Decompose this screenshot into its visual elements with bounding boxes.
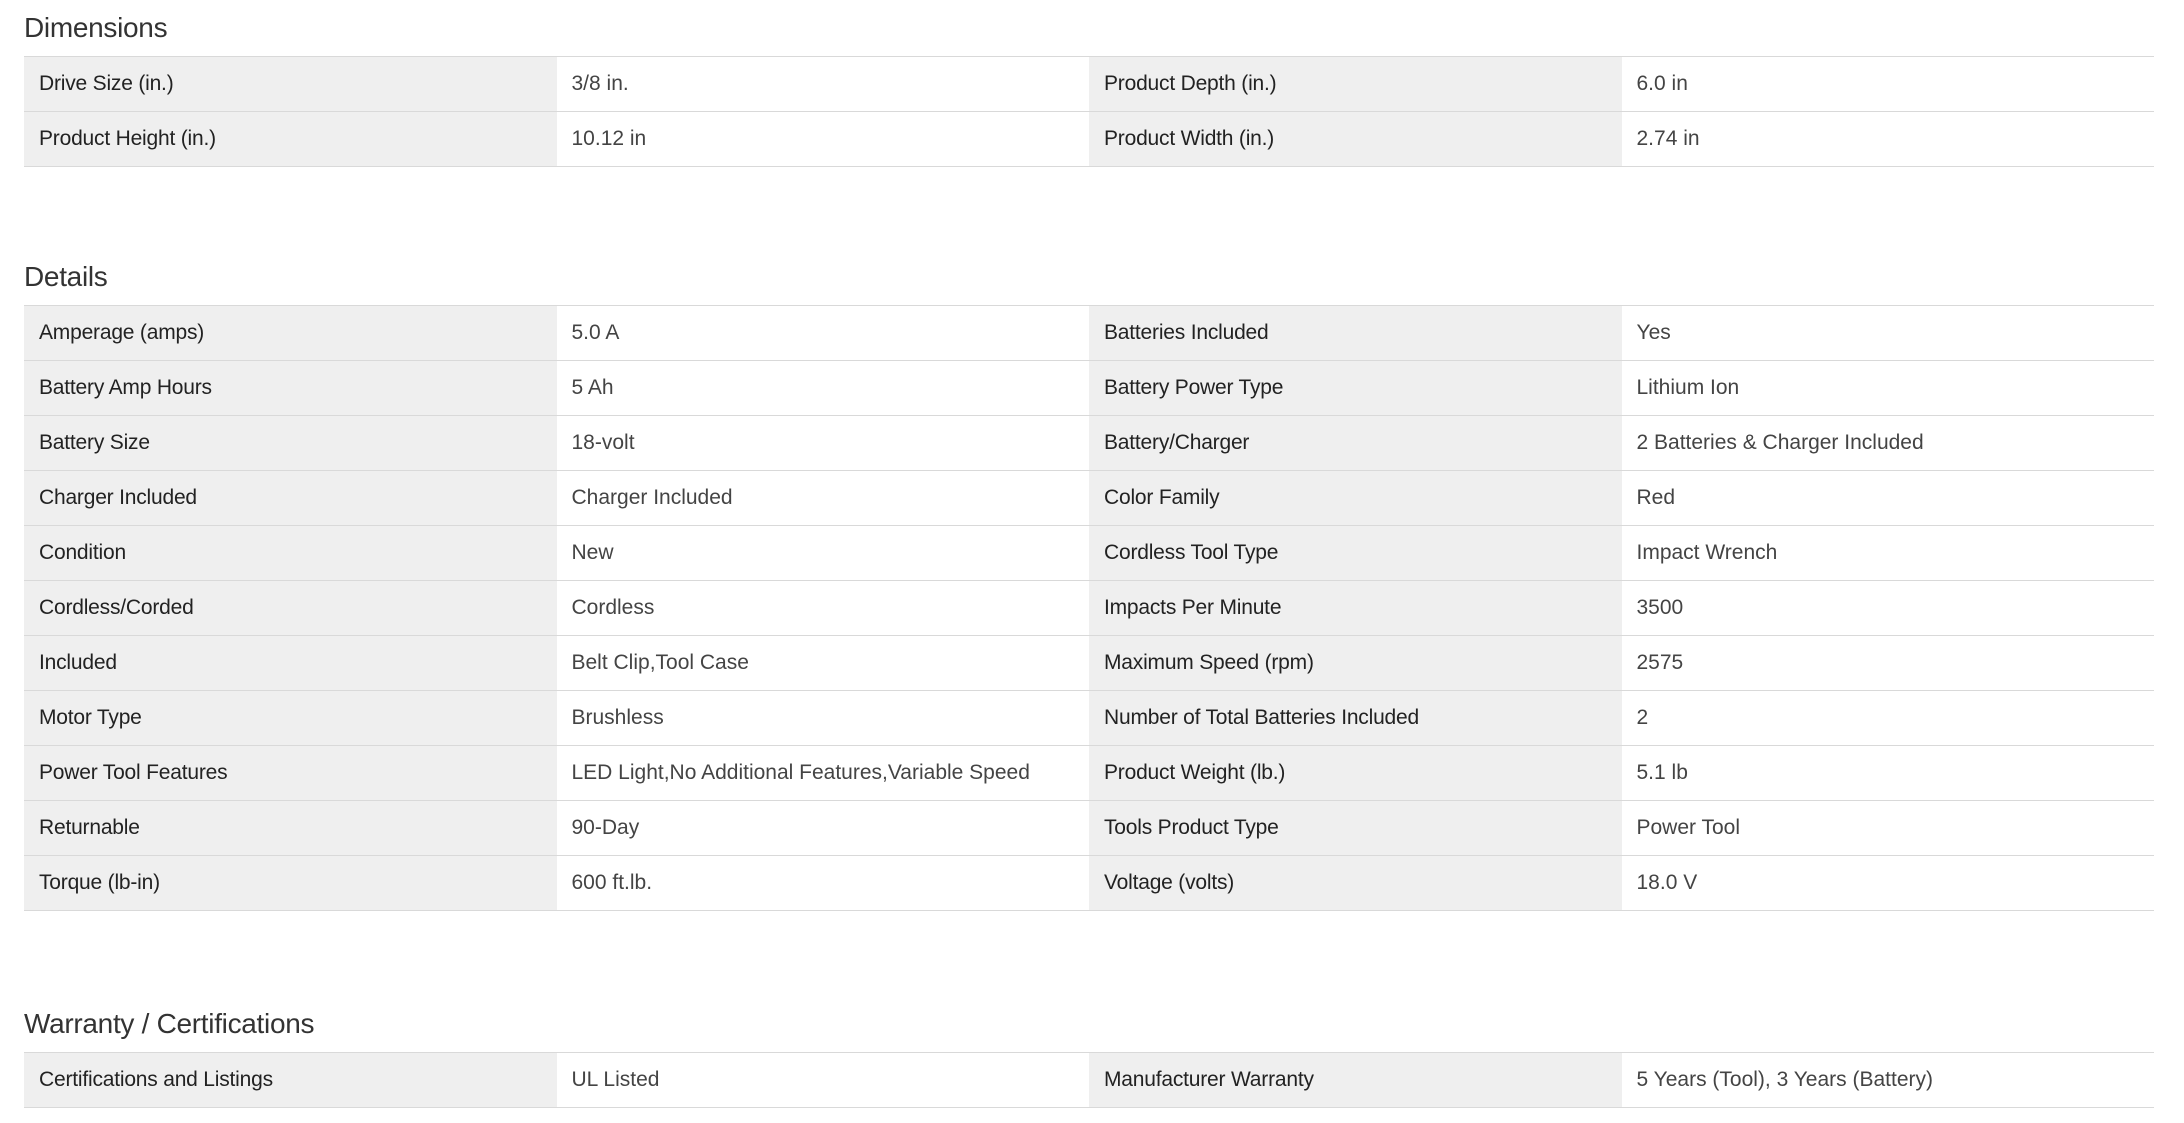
spec-label: Manufacturer Warranty <box>1089 1053 1622 1107</box>
section-title: Warranty / Certifications <box>24 1008 315 1039</box>
spec-row <box>24 471 2154 526</box>
spec-row <box>24 361 2154 416</box>
details-section <box>24 249 2154 911</box>
spec-label: Maximum Speed (rpm) <box>1089 636 1622 690</box>
spec-label: Torque (lb-in) <box>24 856 557 910</box>
spec-row <box>24 306 2154 361</box>
spec-label: Amperage (amps) <box>24 306 557 360</box>
section-title: Dimensions <box>24 12 168 43</box>
spec-value: 5.1 lb <box>1622 746 2155 800</box>
spec-value: Charger Included <box>557 471 1090 525</box>
warranty-spec-table <box>24 1052 2154 1108</box>
spec-value: 2.74 in <box>1622 112 2155 166</box>
spec-value: Cordless <box>557 581 1090 635</box>
spec-value: 2 <box>1622 691 2155 745</box>
spec-label: Product Height (in.) <box>24 112 557 166</box>
spec-value: Red <box>1622 471 2155 525</box>
spec-row <box>24 746 2154 801</box>
spec-label: Cordless Tool Type <box>1089 526 1622 580</box>
spec-label: Included <box>24 636 557 690</box>
spec-label: Returnable <box>24 801 557 855</box>
spec-label: Battery Amp Hours <box>24 361 557 415</box>
spec-label: Number of Total Batteries Included <box>1089 691 1622 745</box>
spec-label: Power Tool Features <box>24 746 557 800</box>
spec-value: Power Tool <box>1622 801 2155 855</box>
spec-value: Brushless <box>557 691 1090 745</box>
spec-value: 3/8 in. <box>557 57 1090 111</box>
spec-label: Batteries Included <box>1089 306 1622 360</box>
spec-value: Impact Wrench <box>1622 526 2155 580</box>
spec-value: Lithium Ion <box>1622 361 2155 415</box>
spec-value: New <box>557 526 1090 580</box>
spec-label: Impacts Per Minute <box>1089 581 1622 635</box>
spec-label: Cordless/Corded <box>24 581 557 635</box>
spec-row <box>24 57 2154 112</box>
spec-row <box>24 112 2154 167</box>
spec-label: Color Family <box>1089 471 1622 525</box>
warranty-section <box>24 996 2154 1108</box>
spec-value: 5.0 A <box>557 306 1090 360</box>
dimensions-section <box>24 0 2154 167</box>
spec-label: Certifications and Listings <box>24 1053 557 1107</box>
spec-value: 3500 <box>1622 581 2155 635</box>
spec-value: Yes <box>1622 306 2155 360</box>
spec-label: Product Depth (in.) <box>1089 57 1622 111</box>
spec-value: UL Listed <box>557 1053 1090 1107</box>
spec-label: Battery/Charger <box>1089 416 1622 470</box>
spec-label: Motor Type <box>24 691 557 745</box>
spec-value: 5 Years (Tool), 3 Years (Battery) <box>1622 1053 2155 1107</box>
spec-row <box>24 636 2154 691</box>
spec-label: Voltage (volts) <box>1089 856 1622 910</box>
spec-value: 18-volt <box>557 416 1090 470</box>
spec-value: LED Light,No Additional Features,Variable Speed <box>557 746 1090 800</box>
spec-value: 5 Ah <box>557 361 1090 415</box>
spec-label: Product Weight (lb.) <box>1089 746 1622 800</box>
spec-label: Drive Size (in.) <box>24 57 557 111</box>
section-title: Details <box>24 261 108 292</box>
spec-value: 10.12 in <box>557 112 1090 166</box>
spec-value: 2 Batteries & Charger Included <box>1622 416 2155 470</box>
spec-value: 600 ft.lb. <box>557 856 1090 910</box>
spec-row <box>24 691 2154 746</box>
spec-label: Battery Power Type <box>1089 361 1622 415</box>
spec-label: Tools Product Type <box>1089 801 1622 855</box>
spec-value: 18.0 V <box>1622 856 2155 910</box>
spec-value: 6.0 in <box>1622 57 2155 111</box>
details-spec-table <box>24 305 2154 911</box>
spec-row <box>24 801 2154 856</box>
spec-value: Belt Clip,Tool Case <box>557 636 1090 690</box>
spec-label: Condition <box>24 526 557 580</box>
spec-row <box>24 1053 2154 1108</box>
spec-label: Battery Size <box>24 416 557 470</box>
spec-value: 2575 <box>1622 636 2155 690</box>
spec-row <box>24 416 2154 471</box>
spec-row <box>24 856 2154 911</box>
dimensions-spec-table <box>24 56 2154 167</box>
spec-row <box>24 581 2154 636</box>
spec-label: Product Width (in.) <box>1089 112 1622 166</box>
spec-label: Charger Included <box>24 471 557 525</box>
spec-value: 90-Day <box>557 801 1090 855</box>
spec-row <box>24 526 2154 581</box>
